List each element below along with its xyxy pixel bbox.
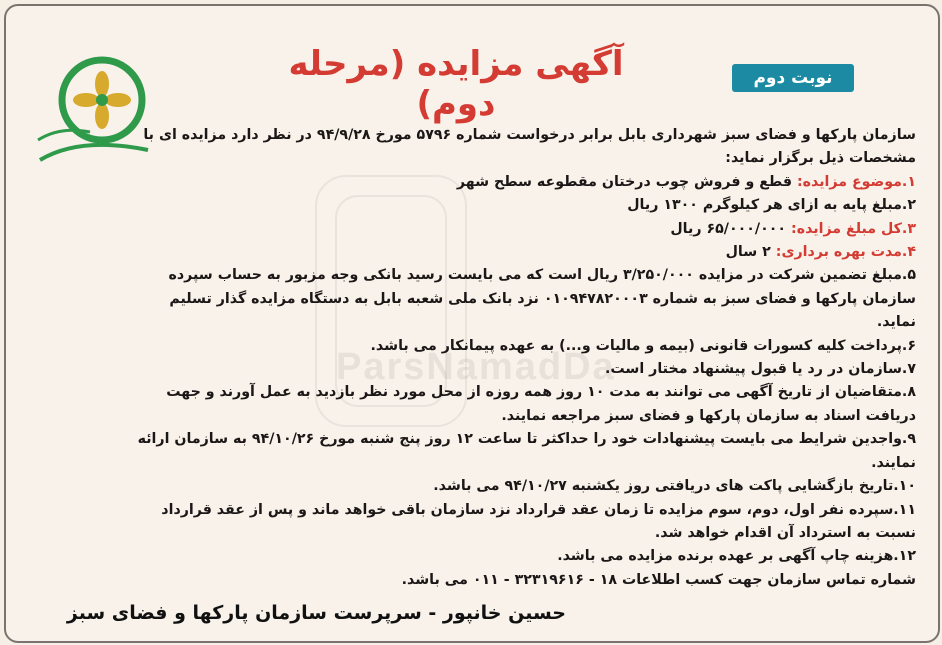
item-5-text: ۵.مبلغ تضمین شرکت در مزایده ۳/۲۵۰/۰۰۰ ریال است که می بایست رسید بانکی وجه مزبور به حساب سپرده سازمان پارکها و فضای سبز به شماره ۰۱۰۹۴۷۸۲۰۰۰۳ نزد بانک ملی شعبه بابل به دستگاه مزایده گذار تسلیم نماید.	[168, 267, 916, 331]
item-9-text: ۹.واجدین شرایط می بایست پیشنهادات خود را حداکثر تا ساعت ۱۲ روز پنج شنبه مورخ ۹۴/۱۰/۲۶ به سازمان ارائه نمایند.	[137, 431, 916, 471]
item-7-text: ۷.سازمان در رد یا قبول پیشنهاد مختار است.	[605, 361, 916, 378]
item-8	[136, 381, 916, 428]
item-12	[136, 545, 916, 568]
item-1-label: ۱.موضوع مزایده:	[796, 173, 916, 190]
item-2-text: ۲.مبلغ پایه به ازای هر کیلوگرم ۱۳۰۰ ریال	[627, 197, 916, 214]
item-7	[136, 358, 916, 381]
item-2	[136, 194, 916, 217]
item-6-text: ۶.پرداخت کلیه کسورات قانونی (بیمه و مالیات و...) به عهده پیمانکار می باشد.	[370, 337, 916, 354]
item-10	[136, 475, 916, 498]
item-9	[136, 428, 916, 475]
item-3-label: ۳.کل مبلغ مزایده:	[791, 220, 916, 237]
item-8-text: ۸.متقاضیان از تاریخ آگهی می توانند به مدت ۱۰ روز همه روزه از محل مورد نظر بازدید به عمل آورند و جهت دریافت اسناد به سازمان پارکها و فضای سبز مراجعه نمایند.	[166, 384, 916, 424]
notice-body	[136, 124, 916, 592]
item-1-text: قطع و فروش چوب درختان مقطوعه سطح شهر	[456, 173, 797, 190]
item-4-text: ۲ سال	[725, 244, 776, 261]
round-badge: نوبت دوم	[732, 64, 854, 92]
notice-frame	[4, 4, 940, 643]
item-5	[136, 264, 916, 334]
contact-line: شماره تماس سازمان جهت کسب اطلاعات ۱۸ - ۳۲۳۱۹۶۱۶ - ۰۱۱ می باشد.	[401, 571, 916, 588]
watermark-text: ParsNamadDa	[336, 346, 616, 388]
item-3	[136, 218, 916, 241]
intro-paragraph: سازمان پارکها و فضای سبز شهرداری بابل برابر درخواست شماره ۵۷۹۶ مورخ ۹۴/۹/۲۸ در نظر دارد مزایده ای با مشخصات ذیل برگزار نماید:	[143, 127, 916, 167]
notice-headline: آگهی مزایده (مرحله دوم)	[288, 44, 624, 124]
item-1	[136, 171, 916, 194]
item-12-text: ۱۲.هزینه چاپ آگهی بر عهده برنده مزایده می باشد.	[557, 548, 916, 565]
item-11	[136, 499, 916, 546]
item-4	[136, 241, 916, 264]
item-3-text: ۶۵/۰۰۰/۰۰۰ ریال	[670, 220, 792, 237]
item-6	[136, 335, 916, 358]
item-10-text: ۱۰.تاریخ بازگشایی پاکت های دریافتی روز یکشنبه ۹۴/۱۰/۲۷ می باشد.	[433, 478, 916, 495]
item-4-label: ۴.مدت بهره برداری:	[775, 244, 916, 261]
item-11-text: ۱۱.سپرده نفر اول، دوم، سوم مزایده تا زمان عقد قرارداد نزد سازمان باقی خواهد ماند و پس از عقد قرارداد نسبت به استرداد آن اقدام خواهد شد.	[161, 501, 916, 541]
signature-line: حسین خانپور - سرپرست سازمان پارکها و فضای سبز	[66, 602, 566, 624]
